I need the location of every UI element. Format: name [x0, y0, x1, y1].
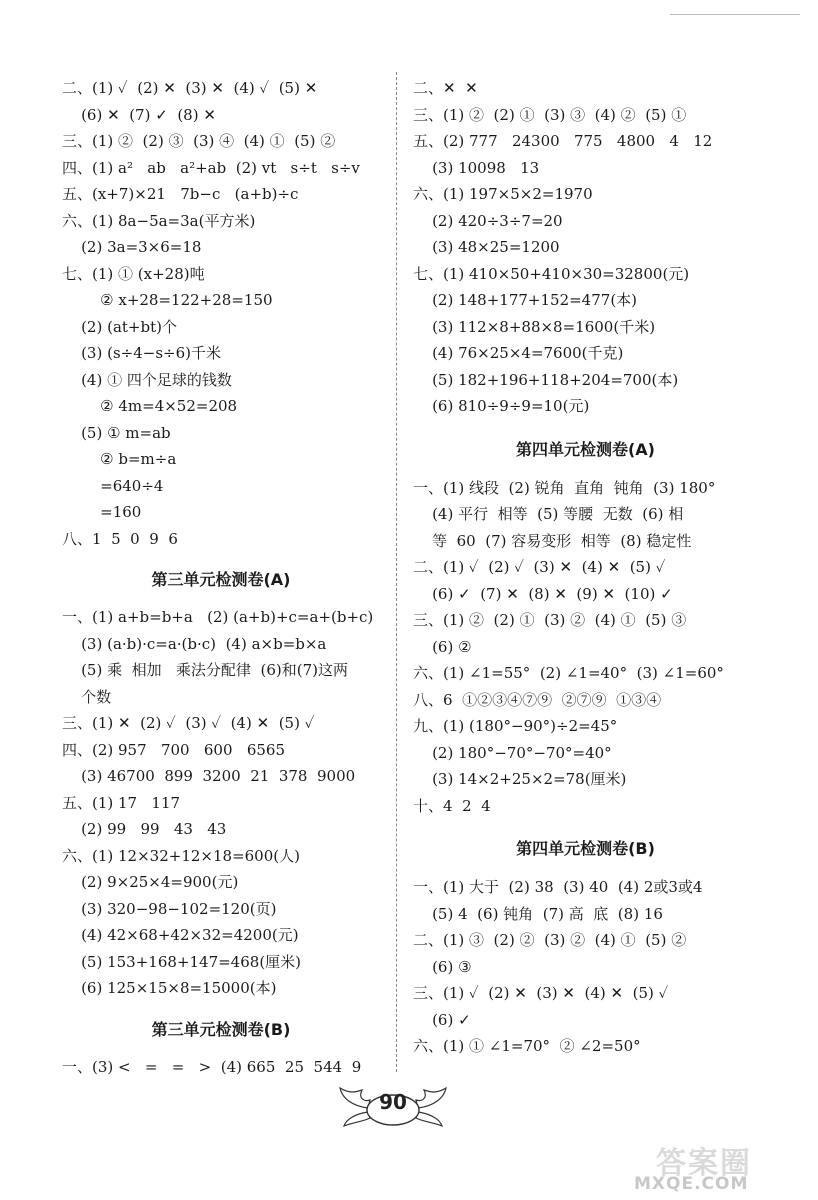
answer-line: =640÷4 — [62, 476, 164, 495]
answer-line: 八、6 ①②③④⑦⑨ ②⑦⑨ ①③④ — [413, 690, 662, 709]
answer-line: 三、(1) ② (2) ① (3) ③ (4) ② (5) ① — [413, 105, 687, 124]
answer-line: (2) 148+177+152=477(本) — [413, 291, 638, 309]
answer-line: 三、(1) ✓ (2) ✕ (3) ✕ (4) ✕ (5) ✓ — [413, 984, 669, 1002]
right-column — [413, 75, 758, 1060]
answer-line: ② b=m÷a — [62, 450, 177, 468]
top-rule — [670, 14, 800, 15]
answer-line: (3) 46700 899 3200 21 378 9000 — [62, 767, 356, 785]
watermark-logo — [626, 1138, 812, 1196]
answer-line: ② 4m=4×52=208 — [62, 397, 238, 415]
answer-line: 六、(1) ① ∠1=70° ② ∠2=50° — [413, 1037, 641, 1055]
answer-line: 十、4 2 4 — [413, 796, 491, 815]
answer-line: ② x+28=122+28=150 — [62, 291, 273, 309]
answer-line: (6) ✕ (7) ✓ (8) ✕ — [62, 105, 216, 124]
answer-line: 一、(1) a+b=b+a (2) (a+b)+c=a+(b+c) — [62, 608, 374, 626]
answer-line: 个数 — [62, 687, 112, 706]
answer-line: =160 — [62, 503, 142, 521]
page-number-badge — [338, 1078, 448, 1128]
answer-line: (2) 9×25×4=900(元) — [62, 873, 239, 891]
answer-line: 一、(1) 线段 (2) 锐角 直角 钝角 (3) 180° — [413, 478, 716, 497]
answer-line: (3) 14×2+25×2=78(厘米) — [413, 770, 627, 788]
right-answers-unit3b-cont — [413, 75, 758, 420]
answer-line: (6) ✓ — [413, 1010, 471, 1029]
answer-line: 八、1 5 0 9 6 — [62, 529, 178, 548]
answer-line: (6) 810÷9÷9=10(元) — [413, 397, 590, 415]
left-answers-unit3a — [62, 604, 380, 1002]
answer-line: 等 60 (7) 容易变形 相等 (8) 稳定性 — [413, 531, 692, 550]
answer-line: (6) 125×15×8=15000(本) — [62, 979, 277, 997]
answer-line: (5) ① m=ab — [62, 423, 171, 442]
answer-line: 三、(1) ② (2) ③ (3) ④ (4) ① (5) ② — [62, 132, 336, 150]
watermark-top-text: 答案圈 — [656, 1146, 752, 1181]
answer-line: 六、(1) ∠1=55° (2) ∠1=40° (3) ∠1=60° — [413, 664, 724, 682]
answer-line: (6) ③ — [413, 957, 472, 976]
answer-line: 一、(1) 大于 (2) 38 (3) 40 (4) 2或3或4 — [413, 878, 703, 896]
answer-line: (2) 99 99 43 43 — [62, 820, 227, 838]
answer-line: 四、(2) 957 700 600 6565 — [62, 740, 285, 759]
heading-unit4-a: 第四单元检测卷(A) — [515, 439, 655, 459]
answer-line: (5) 乘 相加 乘法分配律 (6)和(7)这两 — [62, 661, 348, 679]
answer-line: (4) 42×68+42×32=4200(元) — [62, 926, 299, 944]
answer-line: 二、✕ ✕ — [413, 79, 478, 97]
answer-line: 九、(1) (180°−90°)÷2=45° — [413, 717, 618, 735]
answer-line: 七、(1) 410×50+410×30=32800(元) — [413, 264, 690, 283]
answer-line: (3) 48×25=1200 — [413, 238, 560, 256]
answer-line: (3) (a·b)·c=a·(b·c) (4) a×b=b×a — [62, 634, 327, 653]
answer-line: 四、(1) a² ab a²+ab (2) vt s÷t s÷v — [62, 158, 360, 177]
answer-line: (2) 420÷3÷7=20 — [413, 211, 563, 230]
answer-line: (3) 112×8+88×8=1600(千米) — [413, 317, 656, 336]
answer-line: 六、(1) 197×5×2=1970 — [413, 185, 593, 203]
answer-line: (4) ① 四个足球的钱数 — [62, 370, 232, 389]
answer-line: 五、(x+7)×21 7b−c (a+b)÷c — [62, 185, 299, 203]
right-answers-unit4b — [413, 874, 758, 1060]
answer-line: (6) ② — [413, 637, 472, 656]
page-number: 90 — [379, 1090, 407, 1114]
answer-line: (2) 3a=3×6=18 — [62, 238, 202, 256]
column-divider — [396, 72, 397, 1072]
answer-line: (5) 182+196+118+204=700(本) — [413, 370, 679, 389]
answer-line: 五、(2) 777 24300 775 4800 4 12 — [413, 132, 713, 150]
answer-line: 二、(1) ✓ (2) ✕ (3) ✕ (4) ✓ (5) ✕ — [62, 79, 318, 97]
watermark-url: MXQE.COM — [634, 1174, 749, 1194]
answer-line: (3) 10098 13 — [413, 158, 540, 177]
left-answers-unit3b — [62, 1054, 380, 1081]
answer-line: 六、(1) 8a−5a=3a(平方米) — [62, 211, 256, 230]
answer-line: (3) 320−98−102=120(页) — [62, 899, 277, 918]
answer-line: (5) 4 (6) 钝角 (7) 高 底 (8) 16 — [413, 904, 663, 923]
right-answers-unit4a — [413, 475, 758, 820]
heading-unit3-a: 第三单元检测卷(A) — [151, 570, 291, 589]
answer-line: 三、(1) ② (2) ① (3) ② (4) ① (5) ③ — [413, 611, 687, 629]
left-answers-unit2 — [62, 75, 380, 552]
answer-line: 一、(3) < = = > (4) 665 25 544 9 — [62, 1057, 362, 1076]
answer-line: 七、(1) ① (x+28)吨 — [62, 264, 205, 283]
answer-line: (4) 平行 相等 (5) 等腰 无数 (6) 相 — [413, 505, 684, 523]
heading-unit3-b: 第三单元检测卷(B) — [151, 1019, 291, 1039]
answer-line: (2) (at+bt)个 — [62, 317, 177, 336]
answer-line: (3) (s÷4−s÷6)千米 — [62, 344, 221, 362]
answer-line: 五、(1) 17 117 — [62, 793, 181, 812]
answer-line: 二、(1) ③ (2) ② (3) ② (4) ① (5) ② — [413, 931, 687, 949]
heading-unit4-b: 第四单元检测卷(B) — [516, 839, 655, 858]
answer-line: (2) 180°−70°−70°=40° — [413, 743, 612, 762]
answer-line: 三、(1) ✕ (2) ✓ (3) ✓ (4) ✕ (5) ✓ — [62, 714, 315, 732]
left-column — [62, 75, 380, 1080]
answer-line: (4) 76×25×4=7600(千克) — [413, 344, 624, 362]
answer-line: (5) 153+168+147=468(厘米) — [62, 952, 302, 971]
answer-line: 六、(1) 12×32+12×18=600(人) — [62, 846, 300, 865]
answer-line: (6) ✓ (7) ✕ (8) ✕ (9) ✕ (10) ✓ — [413, 584, 673, 603]
answer-line: 二、(1) ✓ (2) ✓ (3) ✕ (4) ✕ (5) ✓ — [413, 558, 666, 576]
